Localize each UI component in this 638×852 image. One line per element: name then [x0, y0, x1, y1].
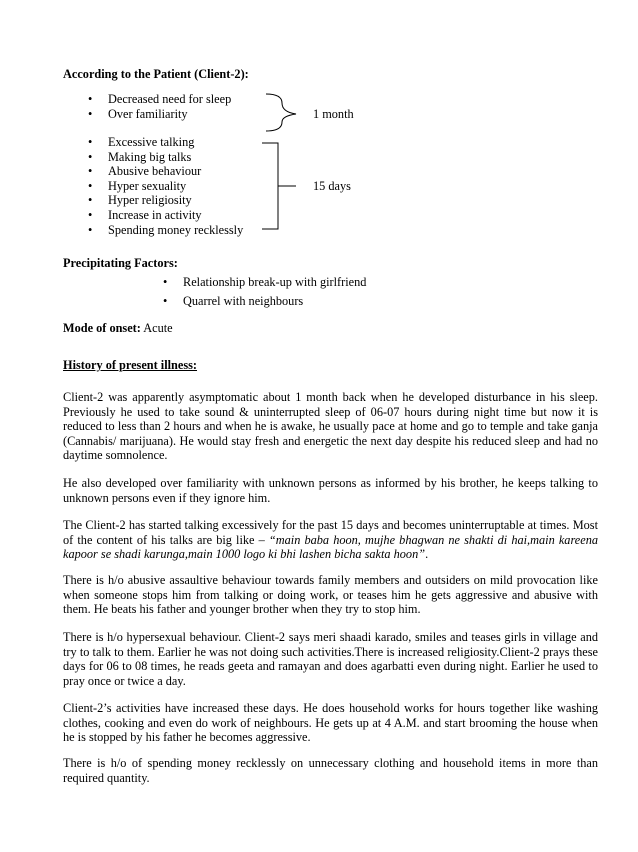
list-item: • Hyper religiosity: [88, 193, 243, 208]
list-item: • Abusive behaviour: [88, 164, 243, 179]
history-heading: History of present illness:: [63, 358, 198, 372]
history-paragraph-7: There is h/o of spending money recklessly on unnecessary clothing and household items in more than required quantity.: [63, 756, 598, 785]
list-item: • Making big talks: [88, 150, 243, 165]
history-paragraph-1: Client-2 was apparently asymptomatic about 1 month back when he developed disturbance in his sleep. Previously he used to take sound & uninterrupted sleep of 06-07 hours during night time but now it is reduced to less than 2 hours and when he is awake, he usually pace at home and go to temple and take ganja (Cannabis/ marijuana). He would stay fresh and energetic the next day despite his reduced sleep and had no daytime somnolence.: [63, 390, 598, 463]
patient-quote: “main baba hoon, mujhe bhagwan ne shakti di hai,main kareena kapoor se shadi karunga,main 1000 logo ki bhi lashen bicha sakta hoon”: [63, 532, 598, 562]
history-paragraph-6: Client-2’s activities have increased these days. He does household works for hours together like washing clothes, cooking and even do work of neighbours. He gets up at 4 A.M. and start brooming the house when he is stopped by his father he becomes aggressive.: [63, 701, 598, 745]
mode-of-onset-label: Mode of onset:: [63, 321, 141, 335]
list-item: • Decreased need for sleep: [88, 92, 231, 107]
precipitating-factors-list: [163, 273, 366, 311]
history-paragraph-3-end: .: [425, 547, 429, 562]
list-item: • Quarrel with neighbours: [163, 292, 366, 311]
list-item: • Increase in activity: [88, 208, 243, 223]
mode-of-onset-value: Acute: [143, 321, 173, 335]
precipitating-factors-heading: Precipitating Factors:: [63, 256, 178, 270]
list-item: • Spending money recklessly: [88, 223, 243, 238]
duration-label-1-month: 1 month: [313, 107, 354, 121]
history-paragraph-5: There is h/o hypersexual behaviour. Client-2 says meri shaadi karado, smiles and teases girls in village and try to talk to them. Earlier he was not doing such activities.There is increased religiosity.Client-2 prays these days for 06 to 08 times, he reads geeta and ramayan and does agarbatti even during night. Earlier he used to pray once or twice a day.: [63, 630, 598, 688]
history-paragraph-3: [63, 518, 598, 562]
list-item: • Hyper sexuality: [88, 179, 243, 194]
list-item: • Excessive talking: [88, 135, 243, 150]
patient-section-heading: According to the Patient (Client-2):: [63, 67, 249, 81]
history-paragraph-2: He also developed over familiarity with unknown persons as informed by his brother, he keeps talking to unknown persons even if they ignore him.: [63, 476, 598, 505]
mode-of-onset: [63, 321, 173, 336]
history-paragraph-3-text: The Client-2 has started talking excessively for the past 15 days and becomes uninterruptable at times. Most of the content of his talks are big like –: [63, 518, 598, 547]
duration-label-15-days: 15 days: [313, 179, 351, 193]
list-item: • Relationship break-up with girlfriend: [163, 273, 366, 292]
history-paragraph-4: There is h/o abusive assaultive behaviour towards family members and outsiders on mild provocation like when someone stops him from talking or doing work, or teases him he gets aggressive and abusive with them. He beats his father and younger brother when they try to stop him.: [63, 573, 598, 617]
list-item: • Over familiarity: [88, 107, 231, 122]
